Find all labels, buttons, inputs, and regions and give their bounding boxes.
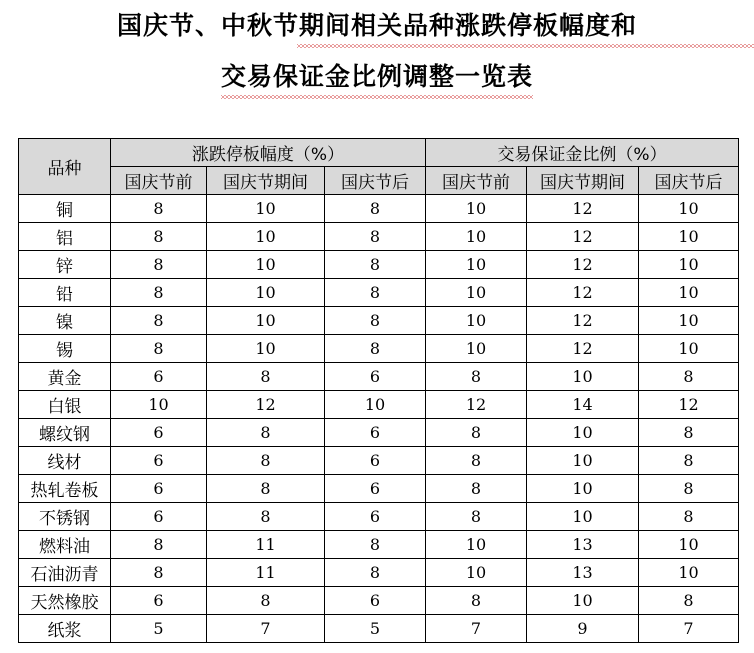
- period-header: 国庆节前: [426, 167, 527, 195]
- limit-value-cell: 12: [207, 391, 325, 419]
- limit-value-cell: 11: [207, 559, 325, 587]
- margin-value-cell: 8: [426, 447, 527, 475]
- margin-value-cell: 8: [639, 587, 739, 615]
- margin-value-cell: 12: [527, 335, 639, 363]
- margin-value-cell: 10: [639, 223, 739, 251]
- margin-value-cell: 13: [527, 531, 639, 559]
- margin-value-cell: 10: [527, 587, 639, 615]
- limit-value-cell: 8: [111, 559, 207, 587]
- margin-value-cell: 9: [527, 615, 639, 643]
- margin-value-cell: 13: [527, 559, 639, 587]
- limit-value-cell: 6: [111, 447, 207, 475]
- margin-value-cell: 10: [426, 251, 527, 279]
- limit-value-cell: 6: [111, 363, 207, 391]
- table-row: [19, 531, 739, 559]
- header-row-periods: [19, 167, 739, 195]
- limit-value-cell: 10: [207, 251, 325, 279]
- margin-value-cell: 10: [639, 335, 739, 363]
- margin-value-cell: 10: [426, 559, 527, 587]
- margin-value-cell: 10: [426, 195, 527, 223]
- margin-value-cell: 10: [426, 531, 527, 559]
- variety-cell: 白银: [19, 391, 111, 419]
- limit-value-cell: 8: [111, 531, 207, 559]
- margin-value-cell: 7: [639, 615, 739, 643]
- limit-value-cell: 8: [325, 279, 426, 307]
- limit-value-cell: 8: [325, 307, 426, 335]
- document-title-line-1: [0, 6, 754, 42]
- limit-value-cell: 8: [325, 531, 426, 559]
- margin-value-cell: 10: [639, 251, 739, 279]
- variety-cell: 不锈钢: [19, 503, 111, 531]
- margin-value-cell: 10: [639, 559, 739, 587]
- limit-value-cell: 10: [111, 391, 207, 419]
- period-header: 国庆节前: [111, 167, 207, 195]
- limit-value-cell: 8: [207, 587, 325, 615]
- limit-value-cell: 8: [325, 195, 426, 223]
- variety-cell: 纸浆: [19, 615, 111, 643]
- limit-value-cell: 8: [325, 335, 426, 363]
- limit-value-cell: 8: [207, 447, 325, 475]
- margin-value-cell: 8: [426, 587, 527, 615]
- margin-value-cell: 8: [639, 363, 739, 391]
- margin-value-cell: 10: [527, 503, 639, 531]
- limit-value-cell: 6: [111, 503, 207, 531]
- limit-value-cell: 10: [207, 335, 325, 363]
- title-line-2-text: 交易保证金比例调整一览表: [220, 62, 533, 91]
- margin-group-header: 交易保证金比例（%）: [426, 139, 739, 167]
- limit-value-cell: 6: [325, 503, 426, 531]
- limit-value-cell: 8: [111, 335, 207, 363]
- limit-value-cell: 8: [207, 363, 325, 391]
- variety-cell: 天然橡胶: [19, 587, 111, 615]
- margin-value-cell: 10: [527, 419, 639, 447]
- margin-value-cell: 10: [426, 307, 527, 335]
- limit-value-cell: 10: [207, 223, 325, 251]
- limit-value-cell: 8: [325, 251, 426, 279]
- margin-value-cell: 10: [639, 307, 739, 335]
- table-row: [19, 335, 739, 363]
- variety-cell: 热轧卷板: [19, 475, 111, 503]
- table-row: [19, 307, 739, 335]
- margin-value-cell: 12: [527, 195, 639, 223]
- margin-value-cell: 10: [527, 363, 639, 391]
- variety-cell: 黄金: [19, 363, 111, 391]
- variety-cell: 锌: [19, 251, 111, 279]
- margin-value-cell: 12: [426, 391, 527, 419]
- margin-value-cell: 8: [639, 503, 739, 531]
- limit-value-cell: 5: [111, 615, 207, 643]
- table-row: [19, 587, 739, 615]
- limit-value-cell: 6: [111, 587, 207, 615]
- margin-value-cell: 10: [639, 279, 739, 307]
- period-header: 国庆节后: [325, 167, 426, 195]
- limit-group-header: 涨跌停板幅度（%）: [111, 139, 426, 167]
- margin-value-cell: 8: [639, 447, 739, 475]
- limit-value-cell: 6: [325, 447, 426, 475]
- title-line-1-wrap: [117, 6, 637, 42]
- limit-value-cell: 8: [207, 475, 325, 503]
- period-header: 国庆节后: [639, 167, 739, 195]
- limit-value-cell: 8: [111, 195, 207, 223]
- table-row: [19, 447, 739, 475]
- period-header: 国庆节期间: [207, 167, 325, 195]
- table-row: [19, 251, 739, 279]
- period-header: 国庆节期间: [527, 167, 639, 195]
- variety-cell: 螺纹钢: [19, 419, 111, 447]
- margin-value-cell: 10: [527, 475, 639, 503]
- variety-cell: 线材: [19, 447, 111, 475]
- margin-value-cell: 8: [426, 419, 527, 447]
- limit-value-cell: 10: [207, 195, 325, 223]
- margin-value-cell: 10: [639, 531, 739, 559]
- variety-cell: 铝: [19, 223, 111, 251]
- margin-value-cell: 12: [527, 307, 639, 335]
- variety-cell: 石油沥青: [19, 559, 111, 587]
- limit-value-cell: 8: [207, 419, 325, 447]
- margin-value-cell: 12: [639, 391, 739, 419]
- margin-value-cell: 10: [426, 279, 527, 307]
- limit-value-cell: 8: [111, 223, 207, 251]
- margin-value-cell: 8: [426, 363, 527, 391]
- table-row: [19, 195, 739, 223]
- limit-value-cell: 8: [207, 503, 325, 531]
- limit-value-cell: 6: [325, 475, 426, 503]
- header-row-groups: [19, 139, 739, 167]
- margin-value-cell: 10: [426, 335, 527, 363]
- title-line-2-wrap: [221, 57, 533, 93]
- variety-cell: 燃料油: [19, 531, 111, 559]
- limit-value-cell: 6: [111, 475, 207, 503]
- document-title-line-2: [0, 57, 754, 93]
- variety-header: 品种: [19, 139, 111, 195]
- margin-value-cell: 8: [639, 419, 739, 447]
- variety-cell: 锡: [19, 335, 111, 363]
- limit-value-cell: 7: [207, 615, 325, 643]
- table-body: [19, 195, 739, 643]
- limit-value-cell: 8: [111, 251, 207, 279]
- margin-value-cell: 8: [639, 475, 739, 503]
- margin-value-cell: 12: [527, 223, 639, 251]
- spellcheck-underline: [297, 44, 754, 48]
- limit-value-cell: 10: [325, 391, 426, 419]
- spellcheck-underline: [221, 95, 533, 99]
- margin-adjustment-table: [18, 138, 739, 643]
- table-row: [19, 279, 739, 307]
- limit-value-cell: 6: [111, 419, 207, 447]
- table-row: [19, 223, 739, 251]
- limit-value-cell: 6: [325, 587, 426, 615]
- limit-value-cell: 10: [207, 307, 325, 335]
- limit-value-cell: 6: [325, 419, 426, 447]
- variety-cell: 镍: [19, 307, 111, 335]
- variety-cell: 铅: [19, 279, 111, 307]
- table-row: [19, 559, 739, 587]
- table-row: [19, 475, 739, 503]
- limit-value-cell: 8: [325, 223, 426, 251]
- margin-value-cell: 12: [527, 279, 639, 307]
- limit-value-cell: 11: [207, 531, 325, 559]
- table-row: [19, 503, 739, 531]
- margin-value-cell: 10: [426, 223, 527, 251]
- variety-cell: 铜: [19, 195, 111, 223]
- margin-value-cell: 7: [426, 615, 527, 643]
- margin-value-cell: 10: [527, 447, 639, 475]
- limit-value-cell: 8: [111, 279, 207, 307]
- table-row: [19, 391, 739, 419]
- limit-value-cell: 5: [325, 615, 426, 643]
- table-row: [19, 615, 739, 643]
- limit-value-cell: 10: [207, 279, 325, 307]
- margin-value-cell: 10: [639, 195, 739, 223]
- margin-value-cell: 14: [527, 391, 639, 419]
- limit-value-cell: 8: [325, 559, 426, 587]
- margin-value-cell: 8: [426, 475, 527, 503]
- limit-value-cell: 6: [325, 363, 426, 391]
- margin-value-cell: 12: [527, 251, 639, 279]
- limit-value-cell: 8: [111, 307, 207, 335]
- title-line-1-text: 国庆节、中秋节期间相关品种涨跌停板幅度和: [116, 11, 637, 40]
- margin-value-cell: 8: [426, 503, 527, 531]
- table-row: [19, 419, 739, 447]
- table-row: [19, 363, 739, 391]
